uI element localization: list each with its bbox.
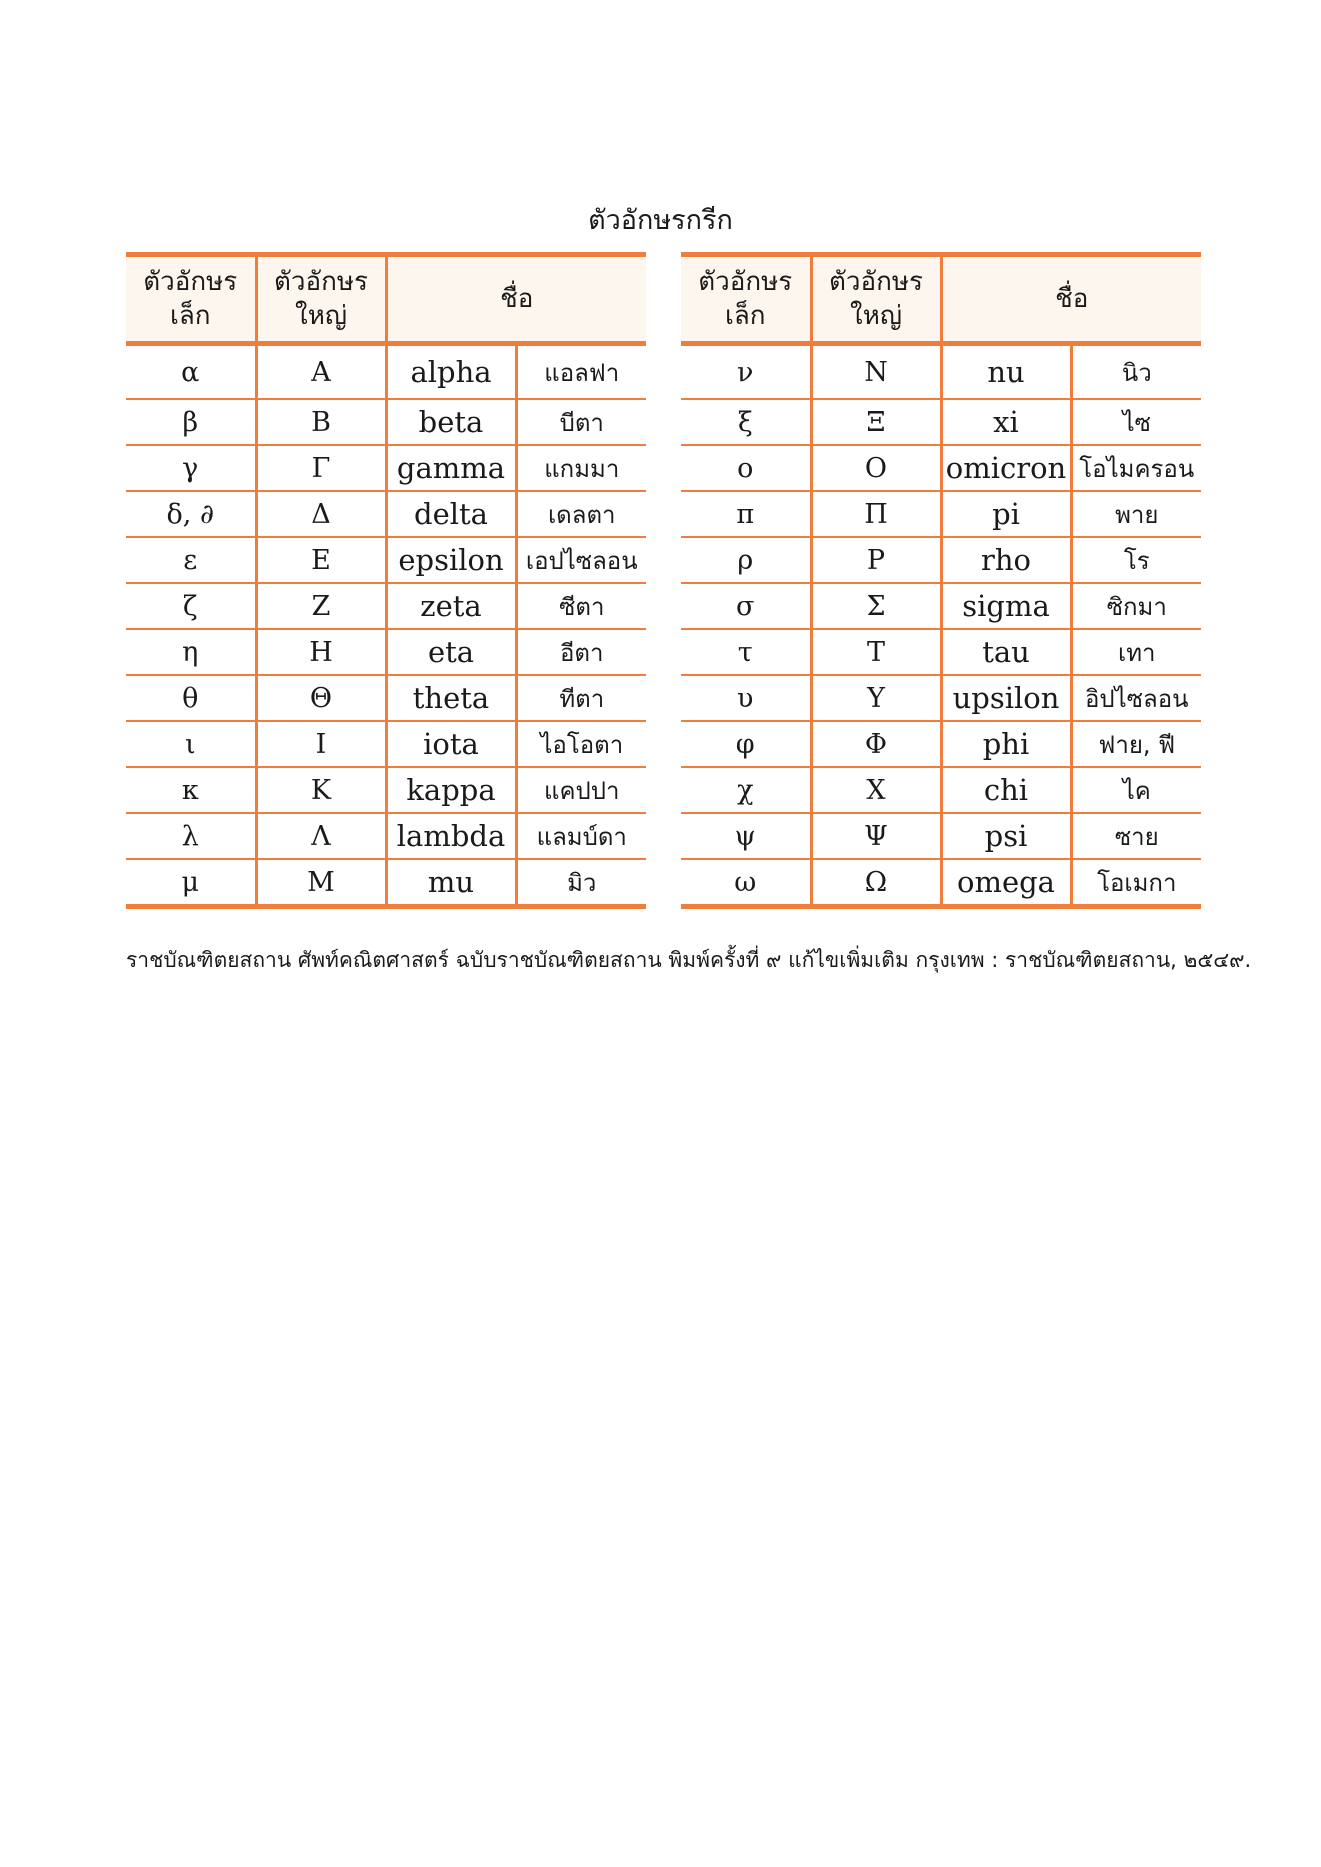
table-row [681,344,1201,400]
table-row [681,813,1201,859]
name-thai: นิว [1071,344,1201,400]
header-capital-letter: ตัวอักษร ใหญ่ [811,255,941,344]
small-letter: ε [126,537,256,583]
name-thai: มิว [516,859,646,907]
header-small-letter: ตัวอักษร เล็ก [126,255,256,344]
name-thai: เทา [1071,629,1201,675]
header-small-letter: ตัวอักษร เล็ก [681,255,811,344]
name-english: omega [941,859,1071,907]
small-letter: γ [126,445,256,491]
name-english: delta [386,491,516,537]
name-thai: แลมบ์ดา [516,813,646,859]
capital-letter: Ω [811,859,941,907]
capital-letter: Ξ [811,399,941,445]
name-thai: แคปปา [516,767,646,813]
name-thai: แอลฟา [516,344,646,400]
table-row [126,537,646,583]
small-letter: θ [126,675,256,721]
name-thai: ไอโอตา [516,721,646,767]
name-thai: เดลตา [516,491,646,537]
capital-letter: Y [811,675,941,721]
table-row [681,399,1201,445]
name-thai: ฟาย, ฟี [1071,721,1201,767]
small-letter: ρ [681,537,811,583]
name-english: sigma [941,583,1071,629]
small-letter: α [181,356,200,388]
capital-letter: T [811,629,941,675]
name-english: xi [941,399,1071,445]
capital-letter: Θ [256,675,386,721]
name-english: rho [941,537,1071,583]
capital-letter: O [811,445,941,491]
capital-letter: B [256,399,386,445]
name-english: theta [386,675,516,721]
capital-letter: P [811,537,941,583]
table-row [126,675,646,721]
capital-letter: Γ [256,445,386,491]
table-row [681,721,1201,767]
capital-letter: H [256,629,386,675]
small-letter: κ [126,767,256,813]
name-english: tau [941,629,1071,675]
capital-letter: A [256,344,386,400]
capital-letter: E [256,537,386,583]
table-row [126,583,646,629]
header-capital-letter: ตัวอักษร ใหญ่ [256,255,386,344]
small-letter: ζ [126,583,256,629]
name-english: kappa [386,767,516,813]
small-letter: φ [681,721,811,767]
table-row [126,859,646,907]
small-letter: η [126,629,256,675]
name-english: zeta [386,583,516,629]
small-letter: ι [126,721,256,767]
small-letter: υ [681,675,811,721]
name-thai: ซีตา [516,583,646,629]
table-row [126,344,646,400]
name-thai: พาย [1071,491,1201,537]
header-name: ชื่อ [386,255,646,344]
small-letter: δ, ∂ [126,491,256,537]
name-thai: เอปไซลอน [516,537,646,583]
capital-letter: N [811,344,941,400]
capital-letter: M [256,859,386,907]
capital-letter: Ψ [811,813,941,859]
table-row [126,813,646,859]
table-row [681,767,1201,813]
small-letter: ψ [681,813,811,859]
greek-table-right [681,252,1201,909]
table-row [126,629,646,675]
table-row [681,445,1201,491]
name-english: omicron [941,445,1071,491]
name-english: chi [941,767,1071,813]
name-thai: ซาย [1071,813,1201,859]
capital-letter: X [811,767,941,813]
name-english: phi [941,721,1071,767]
table-row [126,767,646,813]
table-row [681,537,1201,583]
small-letter: β [126,399,256,445]
name-thai: แกมมา [516,445,646,491]
capital-letter: Π [811,491,941,537]
table-row [681,859,1201,907]
name-english: epsilon [386,537,516,583]
small-letter: π [681,491,811,537]
name-english: psi [941,813,1071,859]
small-letter: ο [681,445,811,491]
small-letter: ν [737,356,754,388]
name-thai: โร [1071,537,1201,583]
citation: ราชบัณฑิตยสถาน ศัพท์คณิตศาสตร์ ฉบับราชบัณฑิตยสถาน พิมพ์ครั้งที่ ๙ แก้ไขเพิ่มเติม กรุงเทพ : ราชบัณฑิตยสถาน, ๒๕๔๙. [126,948,1252,972]
capital-letter: Σ [811,583,941,629]
small-letter: μ [126,859,256,907]
name-english: eta [386,629,516,675]
name-english: mu [386,859,516,907]
capital-letter: Z [256,583,386,629]
table-row [126,399,646,445]
small-letter: τ [681,629,811,675]
name-thai: ทีตา [516,675,646,721]
capital-letter: Λ [256,813,386,859]
name-english: iota [386,721,516,767]
name-english: nu [941,344,1071,400]
table-row [681,675,1201,721]
name-thai: อิปไซลอน [1071,675,1201,721]
name-thai: ไซ [1071,399,1201,445]
capital-letter: I [256,721,386,767]
header-name: ชื่อ [941,255,1201,344]
name-english: upsilon [941,675,1071,721]
capital-letter: Δ [256,491,386,537]
table-row [681,629,1201,675]
small-letter: ω [681,859,811,907]
table-row [126,491,646,537]
name-english: lambda [386,813,516,859]
name-thai: ซิกมา [1071,583,1201,629]
name-thai: โอเมกา [1071,859,1201,907]
table-row [681,491,1201,537]
table-row [126,721,646,767]
name-thai: อีตา [516,629,646,675]
capital-letter: K [256,767,386,813]
page-title: ตัวอักษรกรีก [588,205,733,236]
name-thai: บีตา [516,399,646,445]
capital-letter: Φ [811,721,941,767]
name-english: beta [386,399,516,445]
small-letter: ξ [681,399,811,445]
name-english: pi [941,491,1071,537]
name-thai: ไค [1071,767,1201,813]
table-row [681,583,1201,629]
name-thai: โอไมครอน [1071,445,1201,491]
small-letter: λ [126,813,256,859]
name-english: gamma [386,445,516,491]
greek-table-left [126,252,646,909]
small-letter: χ [681,767,811,813]
name-english: alpha [386,344,516,400]
small-letter: σ [681,583,811,629]
table-row [126,445,646,491]
